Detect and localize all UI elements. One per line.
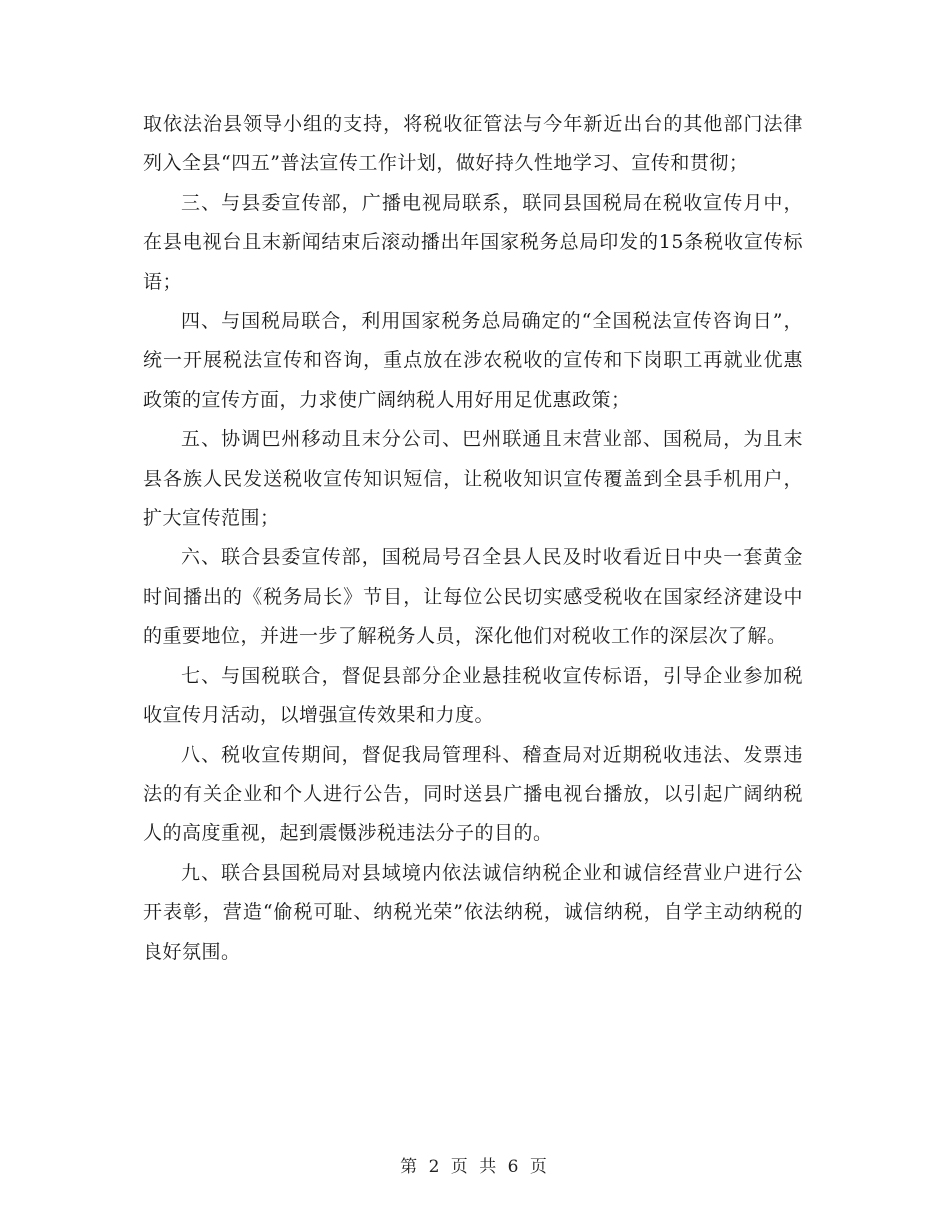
paragraph-item-3: 三、与县委宣传部，广播电视局联系，联同县国税局在税收宣传月中，在县电视台且末新闻结束后滚动播出年国家税务总局印发的15条税收宣传标语； xyxy=(143,191,803,293)
paragraph-item-6: 六、联合县委宣传部，国税局号召全县人民及时收看近日中央一套黄金时间播出的《税务局长》节目，让每位公民切实感受税收在国家经济建设中的重要地位，并进一步了解税务人员，深化他们对税收工作的深层次了解。 xyxy=(143,546,803,648)
document-body xyxy=(143,105,803,972)
paragraph-item-7: 七、与国税联合，督促县部分企业悬挂税收宣传标语，引导企业参加税收宣传月活动，以增强宣传效果和力度。 xyxy=(143,664,803,727)
paragraph-item-4: 四、与国税局联合，利用国家税务总局确定的“全国税法宣传咨询日”，统一开展税法宣传和咨询，重点放在涉农税收的宣传和下岗职工再就业优惠政策的宣传方面，力求使广阔纳税人用好用足优惠政策； xyxy=(143,310,803,411)
paragraph-item-5: 五、协调巴州移动且末分公司、巴州联通且末营业部、国税局，为且末县各族人民发送税收宣传知识短信，让税收知识宣传覆盖到全县手机用户，扩大宣传范围； xyxy=(143,428,803,530)
paragraph-continuation: 取依法治县领导小组的支持，将税收征管法与今年新近出台的其他部门法律列入全县“四五”普法宣传工作计划，做好持久性地学习、宣传和贯彻； xyxy=(143,113,803,175)
paragraph-item-9: 九、联合县国税局对县域境内依法诚信纳税企业和诚信经营业户进行公开表彰，营造“偷税可耻、纳税光荣”依法纳税，诚信纳税，自学主动纳税的良好氛围。 xyxy=(143,861,803,963)
paragraph-item-8: 八、税收宣传期间，督促我局管理科、稽查局对近期税收违法、发票违法的有关企业和个人进行公告，同时送县广播电视台播放，以引起广阔纳税人的高度重视，起到震慑涉税违法分子的目的。 xyxy=(143,743,803,845)
page-number-footer: 第 2 页 共 6 页 xyxy=(400,1157,550,1177)
